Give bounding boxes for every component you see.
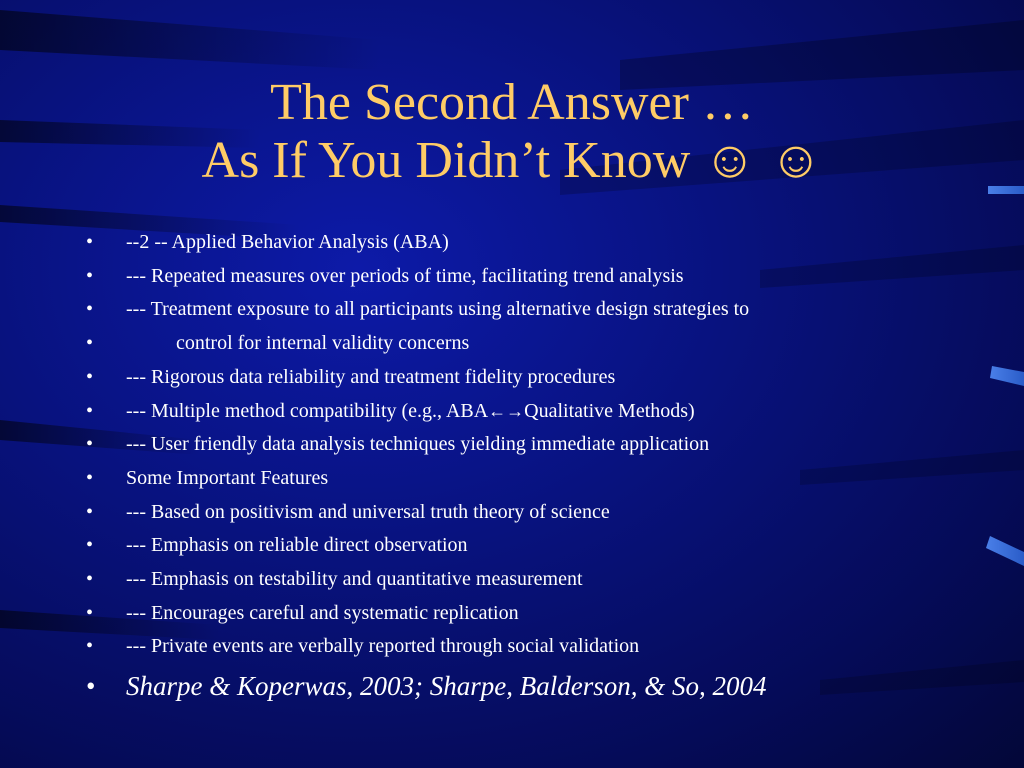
bullet-text: control for internal validity concerns	[176, 332, 470, 355]
bullet-icon: •	[86, 534, 94, 557]
bullet-text: --- Emphasis on reliable direct observation	[126, 534, 468, 557]
bullet-item	[86, 293, 767, 327]
bullet-text: --2 -- Applied Behavior Analysis (ABA)	[126, 231, 449, 253]
bullet-text: --- Rigorous data reliability and treatment fidelity procedures	[126, 365, 616, 388]
bullet-text: --- Treatment exposure to all participants using alternative design strategies to	[126, 298, 750, 321]
bullet-icon: •	[86, 635, 94, 658]
bullet-icon: •	[86, 332, 94, 355]
bullet-text: --- User friendly data analysis techniques yielding immediate application	[126, 433, 710, 456]
bullet-item	[86, 395, 767, 429]
bullet-icon: •	[86, 671, 96, 702]
bullet-item	[86, 428, 767, 462]
bullet-text: --- Repeated measures over periods of time, facilitating trend analysis	[126, 264, 684, 287]
bullet-text: --- Private events are verbally reported through social validation	[126, 635, 640, 658]
accent-stripe-2	[990, 366, 1024, 386]
bullet-item	[86, 496, 767, 530]
bullet-text: Some Important Features	[126, 466, 329, 489]
bullet-item	[86, 361, 767, 395]
bullet-icon: •	[86, 365, 94, 388]
bullet-list	[86, 226, 767, 706]
bullet-item	[86, 529, 767, 563]
bullet-item	[86, 462, 767, 496]
bullet-icon: •	[86, 399, 94, 422]
title-line-1: The Second Answer …	[270, 74, 754, 131]
bullet-item	[86, 563, 767, 597]
right-edge-accents	[986, 186, 1024, 566]
bullet-icon: •	[86, 433, 94, 456]
bullet-icon: •	[86, 568, 94, 591]
bullet-icon: •	[86, 466, 94, 489]
bidirectional-arrow-icon: ←→	[488, 400, 525, 421]
bullet-text-tail: Qualitative Methods)	[524, 399, 695, 422]
bullet-item	[86, 260, 767, 294]
bullet-item	[86, 226, 767, 260]
bullet-item	[86, 597, 767, 631]
bullet-item	[86, 630, 767, 664]
bullet-icon: •	[86, 264, 94, 287]
bullet-text: --- Multiple method compatibility (e.g., ABA	[126, 399, 489, 422]
bullet-text: --- Emphasis on testability and quantitative measurement	[126, 568, 583, 591]
citation-text: Sharpe & Koperwas, 2003; Sharpe, Balderson, & So, 2004	[126, 671, 767, 702]
title-line-2: As If You Didn’t Know ☺ ☺	[201, 132, 823, 189]
bullet-icon: •	[86, 500, 94, 523]
bullet-item	[86, 327, 767, 361]
bullet-icon: •	[86, 601, 94, 624]
bullet-icon: •	[86, 231, 94, 253]
slide-title	[0, 74, 1024, 190]
bullet-icon: •	[86, 298, 94, 321]
citation-item	[86, 666, 767, 706]
bullet-text: --- Based on positivism and universal truth theory of science	[126, 500, 610, 523]
bullet-text: --- Encourages careful and systematic replication	[126, 601, 519, 624]
accent-stripe-3	[986, 536, 1024, 566]
